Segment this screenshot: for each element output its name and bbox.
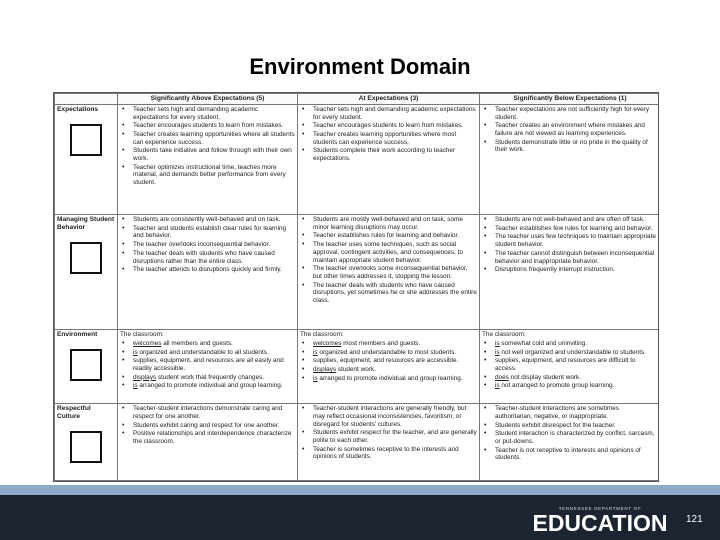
underlined-verb: is (133, 348, 138, 356)
underlined-verb: is (133, 382, 138, 390)
bullet-item (120, 357, 295, 372)
cell-lead-text: The classroom: (120, 331, 164, 339)
underlined-verb: is (495, 348, 500, 356)
above-expectations-cell (118, 330, 298, 404)
bullet-item: • Teacher is not receptive to interests and opinions of students. (482, 447, 658, 462)
above-expectations-cell (118, 404, 298, 481)
bullet-item: • Students demonstrate little or no pride in the quality of their work. (482, 139, 658, 154)
bullet-list (120, 106, 295, 187)
row-label: Expectations (57, 105, 99, 113)
row-header-cell (55, 330, 118, 404)
bullet-item: • Teacher-student interactions are generally friendly, but may reflect occasional inconsistencies, favoritism, or disregard for students' cultures. (300, 405, 477, 428)
above-expectations-cell (118, 104, 298, 214)
bullet-item: • The teacher deals with students who have caused disruptions rather than the entire class. (120, 250, 295, 265)
bullet-list (482, 106, 658, 154)
bullet-item: • Students exhibit caring and respect for one another. (120, 422, 295, 430)
bullet-item: • Teacher creates learning opportunities where all students can experience success. (120, 131, 295, 146)
below-expectations-cell (480, 215, 660, 330)
bullet-item: • Teacher establishes rules for learning and behavior. (300, 232, 477, 240)
bullet-item: • Teacher and students establish clear rules for learning and behavior. (120, 225, 295, 240)
table-row (55, 215, 660, 330)
bullet-item (300, 366, 477, 374)
bullet-item: • Disruptions frequently interrupt instruction. (482, 266, 658, 274)
table-row (55, 330, 660, 404)
table-header-row (55, 94, 660, 105)
bullet-item (482, 349, 658, 357)
bullet-list (482, 216, 658, 274)
footer-band (0, 485, 720, 495)
row-label: Environment (57, 331, 98, 339)
row-header-cell (55, 404, 118, 481)
bullet-item: • The teacher uses few techniques to maintain appropriate student behavior. (482, 233, 658, 248)
bullet-item: • Teacher is sometimes receptive to the interests and opinions of students. (300, 446, 477, 461)
cell-lead-text: The classroom: (482, 331, 526, 339)
bullet-list (300, 405, 477, 461)
rubric-body (55, 104, 660, 480)
bullet-item: • Students are mostly well-behaved and on task, some minor learning disruptions may occur. (300, 216, 477, 231)
underlined-verb: displays (313, 366, 337, 374)
bullet-item (300, 349, 477, 357)
bullet-text: somewhat cold and uninviting. (499, 340, 588, 348)
rubric-table (54, 93, 659, 481)
bullet-list (300, 106, 477, 163)
brand-department-text: TENNESSEE DEPARTMENT OF (558, 506, 642, 511)
bullet-text: not arranged to promote group learning. (499, 382, 615, 390)
bullet-item (300, 375, 477, 383)
bullet-item: • The teacher attends to disruptions quickly and firmly. (120, 266, 295, 274)
rating-checkbox[interactable] (70, 242, 102, 274)
at-expectations-cell (298, 104, 480, 214)
table-row (55, 404, 660, 481)
bullet-list (300, 216, 477, 305)
bullet-item (120, 340, 295, 348)
bullet-text: organized and understandable to most students. (317, 348, 457, 356)
bullet-item: • Teacher sets high and demanding academic expectations for every student. (120, 106, 295, 121)
underlined-verb: is (495, 340, 500, 348)
at-expectations-cell (298, 330, 480, 404)
underlined-verb: does (495, 373, 509, 381)
bullet-item: • Teacher-student interactions demonstrate caring and respect for one another. (120, 405, 295, 420)
bullet-item (482, 374, 658, 382)
header-below-expectations: Significantly Below Expectations (1) (480, 94, 660, 105)
bullet-list (482, 340, 658, 390)
bullet-item: • Teacher sets high and demanding academic expectations for every student. (300, 106, 477, 121)
bullet-item: • Teacher encourages students to learn from mistakes. (120, 122, 295, 130)
bullet-item: • Teacher establishes few rules for learning and behavior. (482, 225, 658, 233)
bullet-text: arranged to promote individual and group learning. (137, 382, 283, 390)
bullet-list (120, 340, 295, 390)
table-row (55, 104, 660, 214)
bullet-item (120, 382, 295, 390)
at-expectations-cell (298, 215, 480, 330)
row-label: Respectful Culture (57, 405, 91, 421)
bullet-text: student work. (336, 366, 376, 374)
bullet-item: • The teacher deals with students who have caused disruptions, yet sometimes he or she addresses the entire class. (300, 282, 477, 305)
bullet-item (482, 382, 658, 390)
rating-checkbox[interactable] (70, 431, 102, 463)
bullet-item: • Students complete their work according to teacher expectations. (300, 147, 477, 162)
underlined-verb: welcomes (313, 340, 342, 348)
bullet-text: supplies, equipment, and resources are accessible. (313, 357, 459, 365)
underlined-verb: is (313, 348, 318, 356)
bullet-item (482, 340, 658, 348)
bullet-text: arranged to promote individual and group learning. (317, 374, 463, 382)
bullet-item: • The teacher cannot distinguish between inconsequential behavior and inappropriate behavior. (482, 250, 658, 265)
above-expectations-cell (118, 215, 298, 330)
bullet-item: • Teacher creates an environment where mistakes and failure are not viewed as learning experiences. (482, 122, 658, 137)
bullet-text: organized and understandable to all students. (137, 348, 269, 356)
bullet-text: supplies, equipment, and resources are difficult to access. (495, 357, 636, 373)
education-wordmark: EDUCATION (532, 510, 668, 536)
bullet-text: not well organized and understandable to students. (499, 348, 647, 356)
row-label: Managing Student Behavior (57, 216, 115, 231)
bullet-item: • Teacher optimizes instructional time, teaches more material, and demands better performance from every student. (120, 164, 295, 187)
bullet-item: • Teacher-student interactions are sometimes authoritarian, negative, or inappropriate. (482, 405, 658, 420)
below-expectations-cell (480, 330, 660, 404)
bullet-item: • Teacher expectations are not sufficiently high for every student. (482, 106, 658, 121)
bullet-item: • Student interaction is characterized by conflict, sarcasm, or put-downs. (482, 430, 658, 445)
bullet-item: • The teacher overlooks inconsequential behavior. (120, 241, 295, 249)
row-header-cell (55, 104, 118, 214)
below-expectations-cell (480, 404, 660, 481)
header-above-expectations: Significantly Above Expectations (5) (118, 94, 298, 105)
bullet-item: • Students exhibit respect for the teacher, and are generally polite to each other. (300, 429, 477, 444)
bullet-item (120, 349, 295, 357)
bullet-item (482, 357, 658, 372)
rating-checkbox[interactable] (70, 124, 102, 156)
slide-title: Environment Domain (249, 54, 471, 79)
below-expectations-cell (480, 104, 660, 214)
bullet-list (120, 216, 295, 274)
bullet-item (120, 374, 295, 382)
rubric-table-frame (53, 92, 659, 482)
bullet-text: student work that frequently changes. (156, 373, 265, 381)
rating-checkbox[interactable] (70, 349, 102, 381)
bullet-item: • Students are consistently well-behaved and on task. (120, 216, 295, 224)
header-blank (55, 94, 118, 105)
underlined-verb: welcomes (133, 340, 162, 348)
underlined-verb: is (495, 382, 500, 390)
bullet-list (120, 405, 295, 445)
bullet-item: • The teacher overlooks some inconsequential behavior, but other times addresses it, stopping the lesson. (300, 265, 477, 280)
row-header-cell (55, 215, 118, 330)
bullet-item: • Students take initiative and follow through with their own work. (120, 147, 295, 162)
page-number: 121 (686, 514, 703, 525)
bullet-item (300, 357, 477, 365)
underlined-verb: is (313, 374, 318, 382)
bullet-text: all members and guests. (161, 340, 233, 348)
bullet-item: • Students exhibit disrespect for the teacher. (482, 422, 658, 430)
bullet-text: most members and guests. (341, 340, 421, 348)
bullet-list (482, 405, 658, 462)
bullet-text: supplies, equipment, and resources are all easily and readily accessible. (133, 357, 284, 373)
bullet-item: • Teacher creates learning opportunities where most students can experience success. (300, 131, 477, 146)
bullet-item: • Teacher encourages students to learn from mistakes. (300, 122, 477, 130)
bullet-item: • Positive relationships and interdependence characterize the classroom. (120, 430, 295, 445)
header-at-expectations: At Expectations (3) (298, 94, 480, 105)
bullet-text: not display student work. (508, 373, 581, 381)
bullet-item (300, 340, 477, 348)
bullet-list (300, 340, 477, 382)
cell-lead-text: The classroom: (300, 331, 344, 339)
underlined-verb: displays (133, 373, 157, 381)
bullet-item: • Students are not well-behaved and are often off task. (482, 216, 658, 224)
at-expectations-cell (298, 404, 480, 481)
bullet-item: • The teacher uses some techniques, such as social approval, contingent activities, and consequences, to maintain appropriate student behavior. (300, 241, 477, 264)
